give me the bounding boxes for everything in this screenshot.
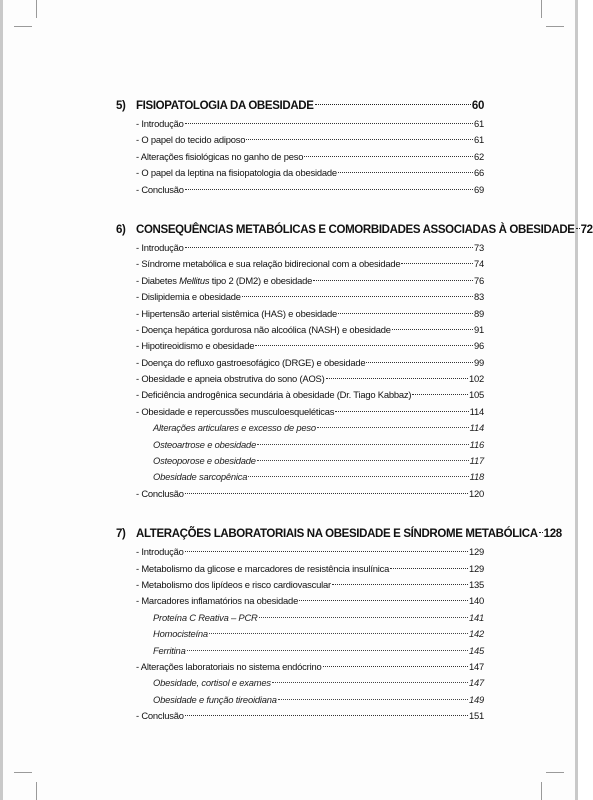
dot-leader (315, 104, 471, 105)
entry-page-number: 151 (468, 710, 484, 722)
entry-title: - Marcadores inflamatórios na obesidade (136, 595, 299, 607)
toc-entry[interactable] (116, 338, 484, 354)
entry-page-number: 61 (473, 118, 484, 129)
dot-leader (299, 600, 468, 601)
entry-page-number: 83 (473, 291, 484, 303)
chapter-title: CONSEQUÊNCIAS METABÓLICAS E COMORBIDADES ASSOCIADAS À OBESIDADE (136, 223, 575, 236)
crop-mark (546, 26, 564, 27)
dot-leader (390, 568, 468, 569)
entry-title: - Conclusão (136, 710, 184, 722)
entry-page-number: 89 (473, 307, 484, 319)
entry-page-number: 114 (469, 405, 484, 417)
toc-subentry[interactable] (116, 626, 484, 642)
left-page-edge (0, 0, 3, 800)
dot-leader (257, 444, 469, 445)
entry-title: - Hipotireoidismo e obesidade (136, 340, 255, 352)
toc-entry[interactable] (116, 355, 484, 371)
dot-leader (412, 394, 468, 395)
toc-entry[interactable] (116, 165, 484, 181)
crop-mark (36, 0, 37, 18)
entry-title: Osteoartrose e obesidade (153, 438, 257, 450)
entry-page-number: 147 (468, 660, 484, 672)
toc-entry[interactable] (116, 149, 484, 165)
chapter-heading[interactable] (116, 524, 562, 544)
entry-page-number: 62 (473, 150, 484, 162)
dot-leader (246, 139, 473, 140)
entry-page-number: 145 (468, 644, 484, 656)
entry-title: - Dislipidemia e obesidade (136, 291, 241, 303)
dot-leader (259, 617, 468, 618)
entry-page-number: 99 (473, 356, 484, 368)
toc-subentry[interactable] (116, 692, 484, 708)
dot-leader (185, 551, 468, 552)
toc-subentry[interactable] (116, 675, 484, 691)
chapter-number: 5) (116, 100, 126, 112)
chapter-heading[interactable] (116, 220, 593, 240)
crop-mark (14, 772, 32, 773)
entry-title: Obesidade e função tireoidiana (153, 693, 277, 705)
toc-subentry[interactable] (116, 453, 484, 469)
dot-leader (335, 411, 468, 412)
entry-title: - Doença do refluxo gastroesofágico (DRGE) e obesidade (136, 356, 366, 368)
toc-entry[interactable] (116, 371, 484, 387)
toc-entry[interactable] (116, 182, 484, 198)
chapter-number: 7) (116, 528, 126, 541)
entry-page-number: 74 (473, 258, 484, 270)
entry-page-number: 120 (468, 487, 484, 499)
crop-mark (36, 782, 37, 800)
dot-leader (313, 280, 473, 281)
toc-entry[interactable] (116, 577, 484, 593)
dot-leader (366, 362, 473, 363)
dot-leader (392, 329, 473, 330)
dot-leader (323, 666, 468, 667)
toc-entry[interactable] (116, 240, 484, 256)
entry-page-number: 149 (468, 693, 484, 705)
crop-mark (546, 772, 564, 773)
entry-page-number: 105 (468, 389, 484, 401)
dot-leader (187, 650, 468, 651)
entry-title: - Diabetes Mellitus tipo 2 (DM2) e obesidade (136, 274, 313, 286)
entry-page-number: 129 (468, 562, 484, 574)
entry-page-number: 140 (468, 595, 484, 607)
toc-entry[interactable] (116, 256, 484, 272)
toc-entry[interactable] (116, 708, 484, 724)
entry-title: - O papel da leptina na fisiopatologia da obesidade (136, 167, 337, 179)
chapter-page-number: 72 (580, 223, 593, 236)
chapter-title: FISIOPATOLOGIA DA OBESIDADE (136, 100, 314, 112)
entry-title: - Alterações laboratoriais no sistema endócrino (136, 660, 322, 672)
crop-mark (14, 26, 32, 27)
entry-title: - Síndrome metabólica e sua relação bidirecional com a obesidade (136, 258, 401, 270)
toc-subentry[interactable] (116, 469, 484, 485)
entry-title: - Obesidade e repercussões musculoesqueléticas (136, 405, 335, 417)
toc-subentry[interactable] (116, 420, 484, 436)
toc-entry[interactable] (116, 306, 484, 322)
dot-leader (304, 156, 473, 157)
entry-page-number: 66 (473, 167, 484, 179)
entry-title: Alterações articulares e excesso de peso (153, 422, 316, 434)
chapter-page-number: 128 (543, 528, 562, 541)
crop-mark (541, 0, 542, 18)
chapter-number: 6) (116, 223, 126, 236)
entry-page-number: 76 (473, 274, 484, 286)
toc-entry[interactable] (116, 273, 484, 289)
entry-title: - Obesidade e apneia obstrutiva do sono (AOS) (136, 373, 325, 385)
entry-title: Obesidade sarcopênica (153, 471, 248, 483)
toc-entry[interactable] (116, 322, 484, 338)
dot-leader (257, 460, 469, 461)
dot-leader (272, 682, 468, 683)
entry-title: - Introdução (136, 546, 184, 558)
entry-page-number: 141 (468, 611, 484, 623)
entry-title: Obesidade, cortisol e exames (153, 677, 271, 689)
entry-title: - O papel do tecido adiposo (136, 134, 246, 146)
toc-entry[interactable] (116, 132, 484, 148)
entry-page-number: 147 (468, 677, 484, 689)
toc-entry[interactable] (116, 593, 484, 609)
dot-leader (576, 228, 580, 229)
dot-leader (338, 313, 473, 314)
dot-leader (539, 532, 543, 533)
toc-subentry[interactable] (116, 610, 484, 626)
entry-page-number: 118 (469, 471, 484, 483)
dot-leader (332, 584, 468, 585)
entry-page-number: 91 (473, 323, 484, 335)
dot-leader (248, 476, 468, 477)
entry-page-number: 142 (468, 628, 484, 640)
toc-entry[interactable] (116, 116, 484, 132)
dot-leader (255, 345, 473, 346)
entry-title: - Introdução (136, 241, 184, 253)
entry-page-number: 135 (468, 578, 484, 590)
chapter-title: ALTERAÇÕES LABORATORIAIS NA OBESIDADE E SÍNDROME METABÓLICA (136, 528, 538, 541)
toc-section (116, 524, 562, 724)
entry-page-number: 96 (473, 340, 484, 352)
entry-page-number: 69 (473, 183, 484, 195)
entry-title: - Doença hepática gordurosa não alcoólica (NASH) e obesidade (136, 323, 391, 335)
toc-section (116, 96, 484, 198)
entry-title: Homocisteína (153, 628, 208, 640)
toc-subentry[interactable] (116, 437, 484, 453)
toc-entry[interactable] (116, 486, 484, 502)
entry-page-number: 114 (469, 422, 484, 434)
entry-title: Proteína C Reativa – PCR (153, 611, 258, 623)
toc-entry[interactable] (116, 387, 484, 403)
dot-leader (185, 715, 468, 716)
entry-title: - Hipertensão arterial sistêmica (HAS) e obesidade (136, 307, 338, 319)
toc-entry[interactable] (116, 544, 484, 560)
crop-mark (541, 782, 542, 800)
chapter-page-number: 60 (471, 100, 484, 112)
entry-title: - Metabolismo dos lipídeos e risco cardiovascular (136, 578, 331, 590)
entry-page-number: 116 (469, 438, 484, 450)
entry-title: Ferritina (153, 644, 186, 656)
dot-leader (401, 263, 473, 264)
dot-leader (185, 247, 473, 248)
toc-entry[interactable] (116, 289, 484, 305)
section-gap (116, 502, 484, 524)
right-page-edge (575, 0, 578, 800)
entry-page-number: 129 (468, 546, 484, 558)
entry-page-number: 61 (473, 134, 484, 146)
toc-subentry[interactable] (116, 643, 484, 659)
dot-leader (242, 296, 473, 297)
entry-title: - Deficiência androgênica secundária à obesidade (Dr. Tiago Kabbaz) (136, 389, 412, 401)
dot-leader (338, 172, 473, 173)
dot-leader (185, 123, 473, 124)
dot-leader (185, 493, 468, 494)
dot-leader (317, 427, 469, 428)
entry-title: - Conclusão (136, 487, 184, 499)
section-gap (116, 198, 484, 220)
dot-leader (326, 378, 468, 379)
entry-title: - Metabolismo da glicose e marcadores de resistência insulínica (136, 562, 390, 574)
toc-entry[interactable] (116, 404, 484, 420)
entry-title: Osteoporose e obesidade (153, 455, 256, 467)
table-of-contents (116, 96, 593, 725)
toc-section (116, 220, 593, 502)
entry-page-number: 117 (469, 455, 484, 467)
entry-title: - Introdução (136, 118, 184, 129)
entry-page-number: 102 (468, 373, 484, 385)
toc-entry[interactable] (116, 561, 484, 577)
toc-entry[interactable] (116, 659, 484, 675)
dot-leader (278, 699, 468, 700)
dot-leader (209, 633, 468, 634)
entry-title: - Conclusão (136, 183, 184, 195)
dot-leader (185, 189, 473, 190)
chapter-heading[interactable] (116, 96, 484, 116)
entry-title: - Alterações fisiológicas no ganho de peso (136, 150, 304, 162)
entry-page-number: 73 (473, 241, 484, 253)
